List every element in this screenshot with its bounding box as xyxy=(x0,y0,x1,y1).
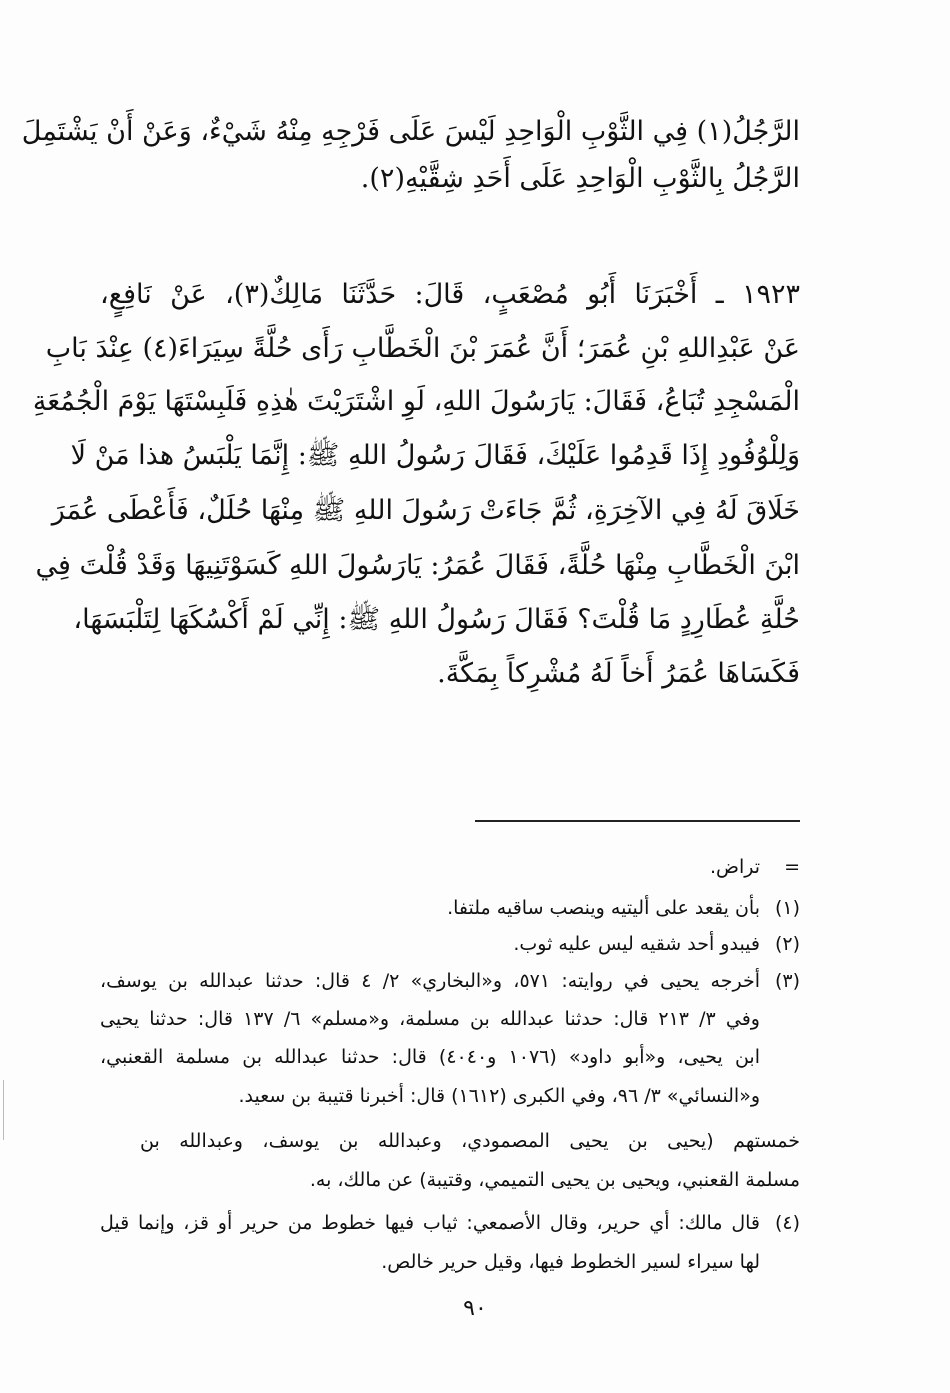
footnote-continuation-marker: = xyxy=(784,856,800,878)
main-text-line: الرَّجُلُ بِالثَّوْبِ الْوَاحِدِ عَلَى أَحَدِ شِقَّيْهِ(٢). xyxy=(360,163,800,194)
scan-edge-mark xyxy=(3,1080,4,1140)
footnote-text: لها سيراء لسير الخطوط فيها، وقيل حرير خالص. xyxy=(381,1251,760,1273)
footnote-text: و«النسائي» ٣/ ٩٦، وفي الكبرى (١٦١٢) قال: أخبرنا قتيبة بن سعيد. xyxy=(238,1085,760,1107)
footnote-text: بأن يقعد على أليتيه وينصب ساقيه ملتفا. xyxy=(447,897,760,919)
hadith-line: حُلَّةِ عُطَارِدٍ مَا قُلْتَ؟ فَقَالَ رَسُولُ اللهِ ﷺ: إِنِّي لَمْ أَكْسُكَهَا لِتَلْبَسَهَا، xyxy=(73,604,800,635)
footnote-number: (٢) xyxy=(774,933,800,955)
footnote-text xyxy=(100,1132,800,1151)
page-number: ٩٠ xyxy=(463,1296,487,1321)
footnote-number: (٤) xyxy=(774,1212,800,1234)
hadith-line: فَكَسَاهَا عُمَرُ أَخاً لَهُ مُشْرِكاً بِمَكَّةَ. xyxy=(437,658,800,689)
main-text-line: الرَّجُلُ(١) فِي الثَّوْبِ الْوَاحِدِ لَيْسَ عَلَى فَرْجِهِ مِنْهُ شَيْءٌ، وَعَنْ أَنْ يَشْتَمِلَ xyxy=(21,116,800,147)
footnote-text: ابن يحيى، و«أبو داود» (١٠٧٦ و٤٠٤٠) قال: حدثنا عبدالله بن مسلمة القعنبي، xyxy=(100,1046,760,1068)
footnote-text: أخرجه يحيى في روايته: ٥٧١، و«البخاري» ٢/ ٤ قال: حدثنا عبدالله بن يوسف، xyxy=(100,970,760,992)
footnote-number: (١) xyxy=(774,897,800,919)
footnote-number: (٣) xyxy=(774,970,800,992)
hadith-line: الْمَسْجِدِ تُبَاعُ، فَقَالَ: يَارَسُولَ اللهِ، لَوِ اشْتَرَيْتَ هٰذِهِ فَلَبِسْتَهَا يَوْمَ الْجُمُعَةِ xyxy=(32,386,800,417)
footnote-continuation-text: تراض. xyxy=(709,856,760,878)
hadith-line: ابْنَ الْخَطَّابِ مِنْهَا حُلَّةً، فَقَالَ عُمَرُ: يَارَسُولَ اللهِ كَسَوْتَنِيهَا وَقَدْ قُلْتَ فِي xyxy=(35,550,800,581)
footnote-text: قال مالك: أي حرير، وقال الأصمعي: ثياب فيها خطوط من حرير أو قز، وإنما قيل xyxy=(100,1212,760,1234)
footnote-text: وفي ٣/ ٢١٣ قال: حدثنا عبدالله بن مسلمة، و«مسلم» ٦/ ١٣٧ قال: حدثنا يحيى xyxy=(100,1008,760,1030)
footnote-separator xyxy=(475,820,800,822)
hadith-line: خَلَاقَ لَهُ فِي الآخِرَةِ، ثُمَّ جَاءَتْ رَسُولَ اللهِ ﷺ مِنْهَا حُلَلٌ، فَأَعْطَى عُمَرَ xyxy=(51,495,800,526)
footnote-text: مسلمة القعنبي، ويحيى بن يحيى التميمي، وقتيبة) عن مالك، به. xyxy=(309,1169,800,1191)
footnote-text: فيبدو أحد شقيه ليس عليه ثوب. xyxy=(513,933,760,955)
hadith-line: وَلِلْوُفُودِ إِذَا قَدِمُوا عَلَيْكَ، فَقَالَ رَسُولُ اللهِ ﷺ: إِنَّمَا يَلْبَسُ هذا مَنْ لَا xyxy=(70,440,800,471)
footnote-text-indented: خمستهم (يحيى بن يحيى المصمودي، وعبدالله بن يوسف، وعبدالله بن xyxy=(140,1130,800,1152)
hadith-line: ١٩٢٣ ـ أَخْبَرَنَا أَبُو مُصْعَبٍ، قَالَ: حَدَّثَنَا مَالِكٌ(٣)، عَنْ نَافِعٍ، xyxy=(100,279,800,310)
hadith-line: عَنْ عَبْدِاللهِ بْنِ عُمَرَ؛ أَنَّ عُمَرَ بْنَ الْخَطَّابِ رَأَى حُلَّةً سِيَرَاءَ(٤) عِنْدَ بَابِ xyxy=(45,333,800,364)
